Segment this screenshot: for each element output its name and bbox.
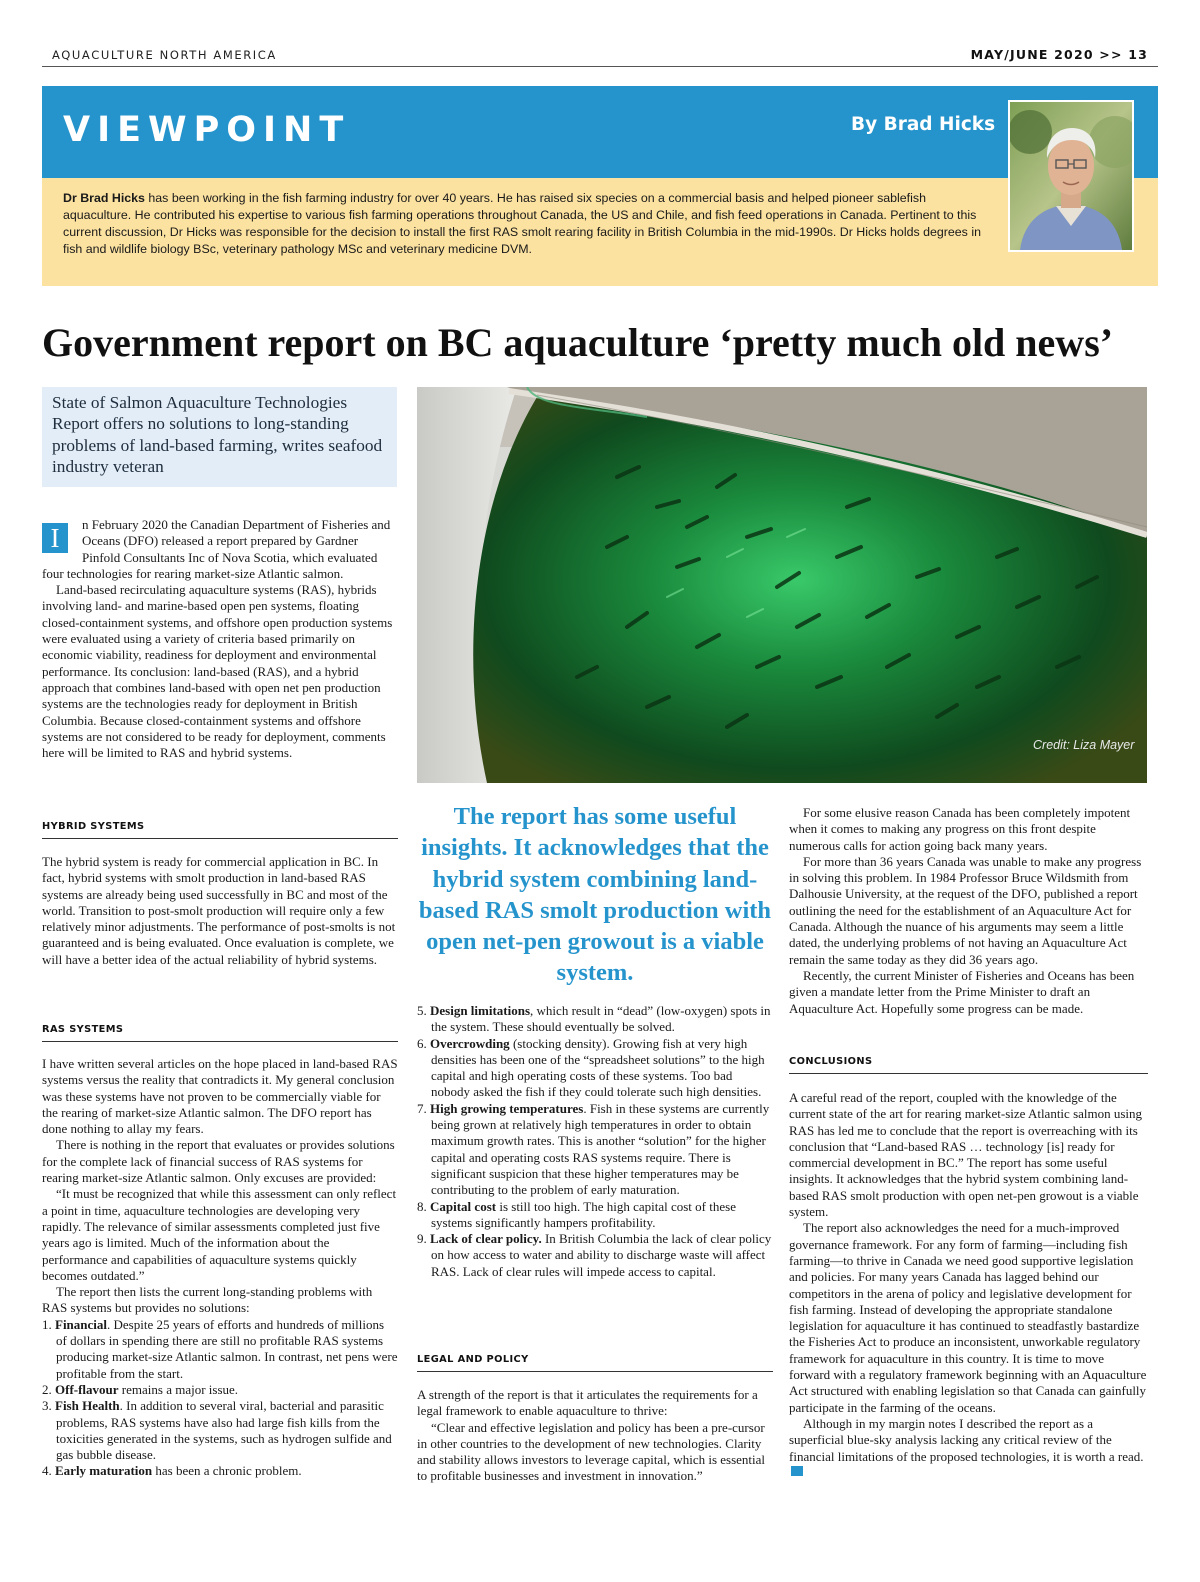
list-item: 4. Early maturation has been a chronic problem.: [42, 1463, 302, 1479]
section-rule-legal: [417, 1371, 773, 1372]
list-item: 7. High growing temperatures. Fish in these systems are currently being grown at relatively high temperatures in order to obtain maximum growth rates. This is another “solution” for the higher capital and operating costs RAS systems require. There is significant suspicion that these higher temperatures may be contributing to the problem of early maturation.: [417, 1100, 770, 1198]
col3-paragraph-2: For more than 36 years Canada was unable to make any progress in solving this problem. In 1984 Professor Bruce Wildsmith from Dalhousie University, at the request of the DFO, published a report outlining the need for the establishment of an Aquaculture Act for Canada. Although the nuance of his arguments may seem a little dated, the underlying problems of not having an Aquaculture Act remain the same today as they did 36 years ago.: [789, 853, 1142, 967]
publication-name: AQUACULTURE NORTH AMERICA: [52, 48, 277, 62]
issue-page-number: MAY/JUNE 2020 >> 13: [970, 47, 1148, 62]
list-item: 6. Overcrowding (stocking density). Growing fish at very high densities has been one of the “spreadsheet solutions” to the high capital and high operating costs of these systems. Too bad nobody asked the fish if they could tolerate such high densities.: [417, 1035, 765, 1100]
ras-paragraph-1: I have written several articles on the hope placed in land-based RAS systems versus the reality that contradicts it. My general conclusion was these systems have not proven to be commercially viable for the rearing of market-size Atlantic salmon. The DFO report has done nothing to allay my fears.: [42, 1056, 398, 1137]
section-heading-conclusions: CONCLUSIONS: [789, 1056, 873, 1067]
col3-paragraph-3: Recently, the current Minister of Fisheries and Oceans has been given a mandate letter from the Prime Minister to draft an Aquaculture Act. Hopefully some progress can be made.: [789, 967, 1135, 1016]
author-bio-text: has been working in the fish farming industry for over 40 years. He has raised six species on a commercial basis and helped pioneer sablefish aquaculture. He contributed his expertise to various fish farming operations throughout Canada, the US and Chile, and fish feed operations in Canada. Pertinent to this current discussion, Dr Hicks was responsible for the decision to install the first RAS smolt rearing facility in British Columbia in the mid-1990s. Dr Hicks holds degrees in fish and wildlife biology BSc, veterinary pathology MSc and veterinary medicine DVM.: [63, 191, 981, 256]
section-heading-legal: LEGAL AND POLICY: [417, 1354, 529, 1365]
byline: By Brad Hicks: [851, 114, 996, 135]
author-bio: [63, 190, 993, 258]
deck: State of Salmon Aquaculture Technologies Report offers no solutions to long-standing problems of land-based farming, writes seafood industry veteran: [52, 393, 383, 477]
list-item: 3. Fish Health. In addition to several viral, bacterial and parasitic problems, RAS systems have also had large fish kills from the toxicities generated in the systems, such as hydrogen sulfide and gas bubble disease.: [42, 1398, 392, 1463]
column-3-text: [789, 805, 1148, 1017]
drop-cap: I: [42, 523, 68, 553]
section-rule-hybrid: [42, 838, 398, 839]
conclusions-text: [789, 1090, 1148, 1481]
section-rule-ras: [42, 1041, 398, 1042]
problem-list-part-2: [417, 1003, 773, 1280]
intro-paragraph-2: Land-based recirculating aquaculture systems (RAS), hybrids involving land- and marine-based open pen systems, floating closed-containment systems, and offshore open production systems were evaluated using a variety of criteria based primarily on economic viability, readiness for deployment and environmental performance. Its conclusion: land-based (RAS), and a hybrid approach that combines land-based with open net pen production systems are the technologies ready for deployment in British Columbia. Because closed-containment systems and offshore systems are not considered to be ready for deployment, comments here will be limited to RAS and hybrid systems.: [42, 582, 393, 761]
list-item: 9. Lack of clear policy. In British Columbia the lack of clear policy on how access to water and ability to discharge waste will affect RAS. Lack of clear rules will impede access to capital.: [417, 1231, 772, 1279]
ras-systems-text: [42, 1056, 398, 1480]
hybrid-systems-text: [42, 854, 398, 968]
conclusion-paragraph-3: [789, 1416, 1148, 1481]
list-item: 1. Financial. Despite 25 years of efforts and hundreds of millions of dollars in spending there are still no profitable RAS systems producing market-size Atlantic salmon. In contrast, net pens were profitable from the start.: [42, 1316, 398, 1381]
intro-paragraph-1: n February 2020 the Canadian Department of Fisheries and Oceans (DFO) released a report prepared by Gardner Pinfold Consultants Inc of Nova Scotia, which evaluated four technologies for rearing market-size Atlantic salmon.: [42, 517, 391, 581]
legal-paragraph-1: A strength of the report is that it articulates the requirements for a legal framework to enable aquaculture to thrive:: [417, 1387, 758, 1419]
photo-fish-tank: [417, 387, 1147, 783]
author-portrait: [1008, 100, 1134, 252]
section-rule-conclusions: [789, 1073, 1148, 1074]
header-rule: [42, 66, 1158, 67]
col3-paragraph-1: For some elusive reason Canada has been completely impotent when it comes to making any progress on this front despite numerous calls for action going back many years.: [789, 805, 1131, 853]
headline: Government report on BC aquaculture ‘pretty much old news’: [42, 320, 1114, 365]
section-heading-hybrid: HYBRID SYSTEMS: [42, 821, 145, 832]
author-portrait-image: [1010, 102, 1132, 250]
problem-list-part-1: [42, 1317, 398, 1480]
list-item: 8. Capital cost is still too high. The high capital cost of these systems significantly hampers profitability.: [417, 1198, 736, 1230]
svg-text:ANA: ANA: [805, 1471, 817, 1478]
author-bio-name: Dr Brad Hicks: [63, 191, 145, 205]
column-1-intro: [42, 517, 398, 761]
viewpoint-label: VIEWPOINT: [63, 110, 351, 150]
list-item: 5. Design limitations, which result in “dead” (low-oxygen) spots in the system. These should eventually be solved.: [417, 1003, 771, 1035]
hybrid-paragraph: The hybrid system is ready for commercial application in BC. In fact, hybrid systems with smolt production in land-based RAS systems are already being used successfully in BC and most of the world. Transition to post-smolt production will require only a few relatively minor adjustments. The performance of post-smolts is not guaranteed and is being evaluated. Once evaluation is complete, we will have a better idea of the actual reliability of hybrid systems.: [42, 854, 396, 967]
photo-credit: Credit: Liza Mayer: [1033, 738, 1135, 752]
ras-paragraph-4: The report then lists the current long-standing problems with RAS systems but provides no solutions:: [42, 1284, 373, 1316]
conclusion-paragraph-2: The report also acknowledges the need for a much-improved governance framework. For any form of farming—including fish farming—to thrive in Canada we need good supportive legislation and policies. For many years Canada has lagged behind our competitors in the arena of policy and legislative development for fish farming. Instead of developing the appropriate standalone legislation for aquaculture it has continued to steadfastly bastardize the Fisheries Act to produce an inconsistent, unworkable regulatory framework for aquaculture in this country. It is time to move forward with a regulatory framework beginning with an Aquaculture Act structured with enabling legislation so that Canada can gainfully participate in the farming of the oceans.: [789, 1220, 1147, 1415]
pull-quote: The report has some useful insights. It acknowledges that the hybrid system combining land-based RAS smolt production with open net-pen growout is a viable system.: [418, 803, 772, 987]
conclusion-paragraph-1: A careful read of the report, coupled with the knowledge of the current state of the art for rearing market-size Atlantic salmon using RAS has led me to conclude that the report is overreaching with its conclusion that “Land-based RAS … technology [is] ready for commercial development in BC.” The report has some useful insights. It acknowledges that the hybrid system combining land-based RAS smolt production with open net-pen growout is a viable system.: [789, 1090, 1143, 1220]
ras-paragraph-2: There is nothing in the report that evaluates or provides solutions for the complete lack of financial success of RAS systems for rearing market-size Atlantic salmon. Only excuses are provided:: [42, 1137, 395, 1186]
column-2-list: [417, 1003, 773, 1280]
section-heading-ras: RAS SYSTEMS: [42, 1024, 124, 1035]
end-mark-icon: [791, 1466, 817, 1478]
legal-policy-text: [417, 1387, 773, 1485]
list-item: 2. Off-flavour remains a major issue.: [42, 1381, 239, 1397]
legal-quote: “Clear and effective legislation and policy has been a pre-cursor in other countries to the development of new technologies. Clarity and stability allows investors to leverage capital, which is essential to profitable businesses and investment in innovation.”: [417, 1419, 766, 1484]
ras-quote: “It must be recognized that while this assessment can only reflect a point in time, aquaculture technologies are developing very rapidly. The relevance of similar assessments completed just five years ago is limited. Much of the information about the performance and capabilities of aquaculture systems quickly becomes outdated.”: [42, 1186, 397, 1283]
fish-tank-image: [417, 387, 1147, 783]
conclusion-paragraph-3-text: Although in my margin notes I described the report as a superficial blue-sky analysis lacking any critical review of the financial limitations of the proposed technologies, it is worth a read.: [789, 1415, 1144, 1464]
